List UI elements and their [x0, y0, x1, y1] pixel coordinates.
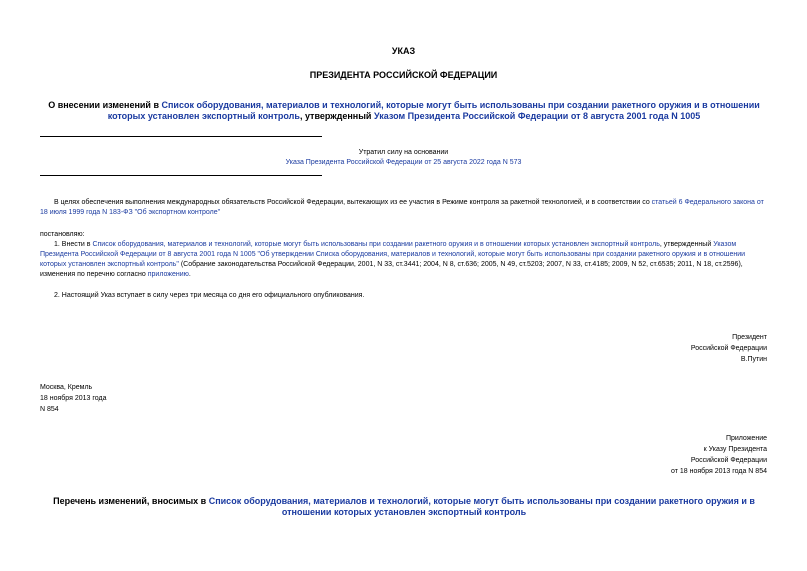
place-date-block — [40, 382, 106, 415]
item-1-paragraph — [40, 240, 768, 280]
preamble-law-link[interactable]: статьей 6 Федерального закона от 18 июля 1999 года N 183-ФЗ "Об экспортном контроле" — [40, 199, 764, 216]
place-date: 18 ноября 2013 года — [40, 395, 107, 402]
signature-title: Президент — [732, 334, 767, 341]
item-1-text-a: 1. Внести в — [54, 241, 93, 248]
doc-type-heading: УКАЗ — [391, 46, 416, 56]
title-list-link[interactable]: Список оборудования, материалов и технологий, которые могут быть использованы при создании ракетного оружия и в отношении которых установлен экспортный контроль — [107, 100, 760, 121]
item-1-list-link[interactable]: Список оборудования, материалов и технологий, которые могут быть использованы при создании ракетного оружия и в отношении которых установлен экспортный контроль — [92, 241, 660, 248]
preamble-paragraph — [40, 198, 768, 218]
preamble-text: В целях обеспечения выполнения международных обязательств Российской Федерации, вытекающих из ее участия в Режиме контроля за ракетной технологией, и в соответствии со — [54, 199, 652, 206]
item-1-appendix-link[interactable]: приложению — [147, 271, 189, 278]
signature-country: Российской Федерации — [690, 345, 767, 352]
issuer-heading: ПРЕЗИДЕНТА РОССИЙСКОЙ ФЕДЕРАЦИИ — [309, 70, 498, 80]
appendix-country: Российской Федерации — [690, 457, 767, 464]
changes-title-prefix: Перечень изменений, вносимых в — [53, 496, 209, 506]
lost-force-link-line — [0, 159, 807, 166]
appendix-label: Приложение — [725, 435, 767, 442]
signature-block — [567, 332, 767, 365]
decree-word: постановляю: — [40, 231, 85, 238]
lost-force-link[interactable]: Указа Президента Российской Федерации от 25 августа 2022 года N 573 — [285, 159, 522, 166]
place-name: Москва, Кремль — [40, 384, 93, 391]
appendix-ref: к Указу Президента — [703, 446, 767, 453]
divider-top — [40, 136, 322, 137]
changes-list-title — [40, 496, 768, 518]
title-prefix: О внесении изменений в — [48, 100, 162, 110]
changes-title-link[interactable]: Список оборудования, материалов и технологий, которые могут быть использованы при создании ракетного оружия и в отношении которых установлен экспортный контроль — [208, 496, 755, 517]
appendix-block — [567, 433, 767, 477]
item-1-text-d: . — [188, 271, 191, 278]
item-2-paragraph: 2. Настоящий Указ вступает в силу через три месяца со дня его официального опубликования. — [54, 292, 365, 299]
item-1-text-c: (Собрание законодательства Российской Федерации, 2001, N 33, ст.3441; 2004, N 8, ст.636; 2005, N 49, ст.5203; 2007, N 33, ст.4185; 2009, N 52, ст.6535; 2011, N 18, ст.2596), изменения по перечню согласно — [40, 261, 743, 278]
item-1-text-b: , утвержденный — [659, 241, 714, 248]
appendix-date: от 18 ноября 2013 года N 854 — [671, 468, 767, 475]
title-decree-link[interactable]: Указом Президента Российской Федерации от 8 августа 2001 года N 1005 — [373, 111, 701, 121]
divider-bottom — [40, 175, 322, 176]
signature-name: В.Путин — [740, 356, 767, 363]
title-middle: , утвержденный — [299, 111, 374, 121]
document-title — [40, 100, 768, 122]
lost-force-note: Утратил силу на основании — [358, 149, 449, 156]
decree-number: N 854 — [40, 406, 59, 413]
item-1-decree-link[interactable]: Указом Президента Российской Федерации от 8 августа 2001 года N 1005 "Об утверждении Списка оборудования, материалов и технологий, которые могут быть использованы при создании ракетного оружия и в отношении которых установлен экспортный контроль" — [40, 241, 746, 268]
